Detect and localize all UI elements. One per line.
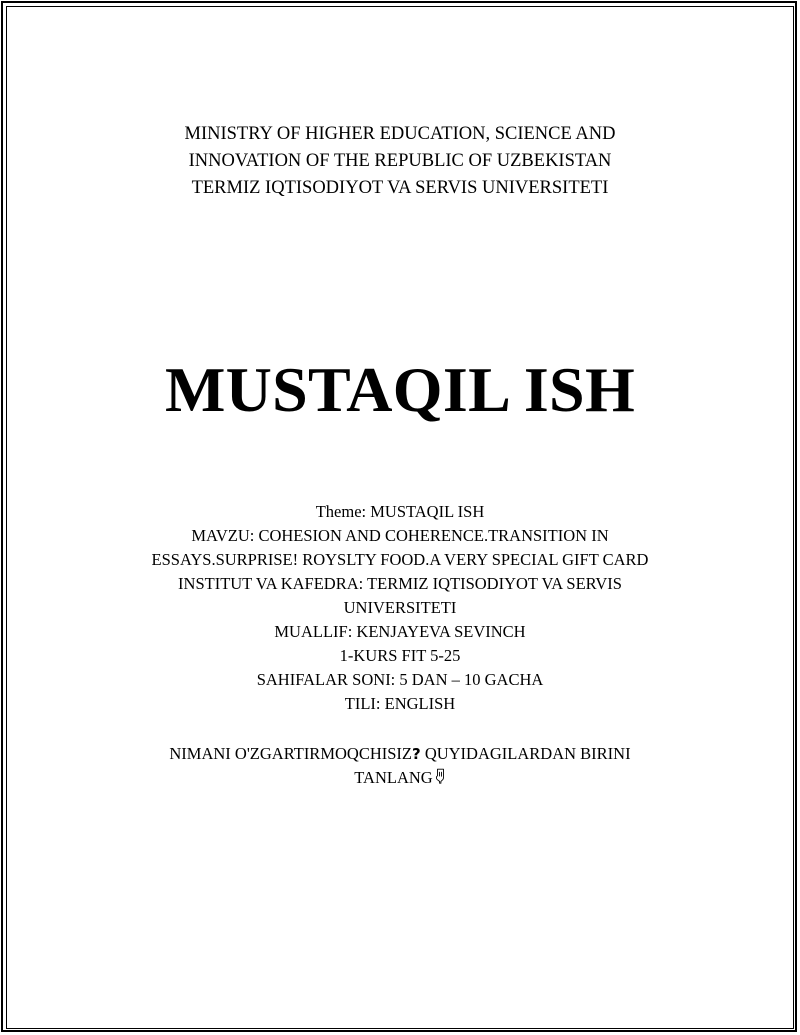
info-line-topic-cont: ESSAYS.SURPRISE! ROYSLTY FOOD.A VERY SPECIAL GIFT CARD	[151, 550, 649, 569]
document-info	[0, 500, 800, 716]
prompt-line	[0, 742, 800, 766]
prompt-text-rest: QUYIDAGILARDAN BIRINI	[420, 744, 631, 763]
info-line-topic: MAVZU: COHESION AND COHERENCE.TRANSITION IN	[191, 526, 609, 545]
info-line-language: TILI: ENGLISH	[344, 694, 456, 713]
prompt-text: TANLANG	[354, 768, 433, 787]
institution-header	[0, 121, 800, 202]
header-line: TERMIZ IQTISODIYOT VA SERVIS UNIVERSITETI	[191, 178, 609, 198]
info-line-theme: Theme: MUSTAQIL ISH	[315, 502, 485, 521]
info-line-course: 1-KURS FIT 5-25	[339, 646, 461, 665]
info-line-author: MUALLIF: KENJAYEVA SEVINCH	[274, 622, 526, 641]
document-title: MUSTAQIL ISH	[164, 354, 636, 425]
info-line-institute: INSTITUT VA KAFEDRA: TERMIZ IQTISODIYOT VA SERVIS	[178, 574, 622, 593]
question-mark: ?	[411, 745, 421, 763]
pointing-down-hand-icon	[434, 768, 446, 784]
info-line-institute-cont: UNIVERSITETI	[343, 598, 457, 617]
header-line: MINISTRY OF HIGHER EDUCATION, SCIENCE AND	[184, 124, 616, 144]
prompt-line	[0, 766, 800, 790]
change-prompt	[0, 742, 800, 790]
prompt-text: NIMANI O'ZGARTIRMOQCHISIZ	[169, 744, 412, 763]
info-line-pages: SAHIFALAR SONI: 5 DAN – 10 GACHA	[256, 670, 544, 689]
header-line: INNOVATION OF THE REPUBLIC OF UZBEKISTAN	[188, 151, 612, 171]
